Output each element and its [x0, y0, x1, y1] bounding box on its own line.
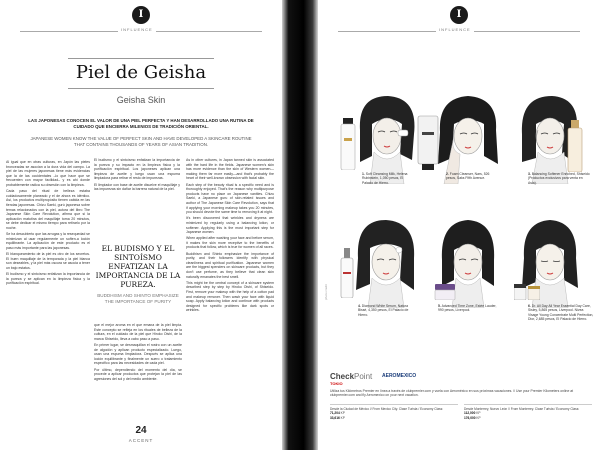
paragraph: Se ha descubierto que las arrugas y la resequedad se minimizan al usar regularmente un soften-a loción equilibrante. La aplicación de este producto es el paso más importante para las japonesas.	[6, 232, 90, 250]
right-page	[318, 0, 600, 450]
body-column-3	[186, 158, 274, 410]
paragraph: El budismo y el sintoísmo enfatizan la importancia de la pureza y su impacto en la limpieza física y la purificación espiritual. Los japoneses aplican una limpieza de aceite y luego usan una espuma limpiadora para retirar el resto de impurezas.	[94, 158, 180, 181]
paragraph: As in other cultures, in Japan tanned skin is associated with the hard life in the fields. Japanese women's skin has more evidence than the skin of Western women—making them far more easily—and that's probably the heart of their well-known obsession with facial skin.	[186, 158, 274, 181]
section-label: INFLUENCE	[436, 27, 474, 32]
product-number: 5.	[438, 304, 441, 308]
fare-box-mexico-city	[330, 404, 458, 420]
paragraph: Buddhism and Shinto emphasize the importance of purity, and their followers identify with physical cleanliness and spiritual purification. Japanese women are the biggest spenders on skincare products, but they don't use perfume, as they believe that clean skin naturally emanates the best smell.	[186, 251, 274, 279]
title-rule-bottom	[68, 88, 214, 89]
dek-english: JAPANESE WOMEN KNOW THE VALUE OF PERFECT SKIN AND HAVE DEVELOPED A SKINCARE ROUTINE THAT CONTAINS THOUSANDS OF YEARS OF ASIAN TRADITION.	[30, 136, 252, 147]
pull-quote-english: BUDDHISM AND SHINTO EMPHASIZE THE IMPORTANCE OF PURITY	[97, 293, 179, 304]
geisha-illustration-4	[344, 214, 424, 308]
magazine-name: ACCENT	[128, 438, 154, 443]
magazine-spine	[282, 0, 318, 450]
paragraph: El limpiador con base de aceite disuelve el maquillaje y las impurezas sin dañar la barrera natural de la piel.	[94, 182, 180, 192]
paragraph: El blanqueamiento de la piel es otro de los secretos. El buen maquillaje de la temporada y la piel blanca son deseables, y la piel más oscura se asocia a tener un bajo estatus.	[6, 252, 90, 270]
product-text: Dr. All Day All Year Essential Day Care, Sisley, 5,865 pesos, Liverpool. Nivea Visage Young Concentrate Multi Perfection, Dior, 2,685 pesos, El Palacio de Hierro.	[528, 304, 594, 322]
checkpoint-destination: TOKIO	[330, 381, 343, 386]
cleansing-milk-bottle	[340, 118, 356, 170]
product-text: Foam Cleanser, Nars, 526 pesos, Saks Fifth Avenue.	[446, 172, 490, 181]
diamond-serum-bottle	[340, 248, 354, 298]
fare-value: 33,616	[330, 415, 340, 420]
page-number: 24	[135, 425, 147, 436]
paragraph: It's been discovered that wrinkles and dryness are minimized by regularly using a balancing lotion, or softener. Applying this is the most important step for Japanese women.	[186, 216, 274, 235]
left-page	[0, 0, 282, 450]
checkpoint-logo-light: Point	[354, 372, 373, 381]
time-zone-jar	[434, 284, 456, 300]
fare-unit: KP	[476, 415, 481, 420]
day-care-jars	[514, 280, 540, 300]
product-caption-1	[362, 172, 414, 185]
paragraph: When applied after washing your face and before serum, it makes the skin more receptive to the benefits of products that follow, which is true for women of all races.	[186, 236, 274, 250]
product-text: Advanced Time Zone, Estée Lauder, 990 pesos, Liverpool.	[438, 304, 497, 313]
article-title: Piel de Geisha	[75, 62, 207, 83]
product-caption-3	[528, 172, 590, 185]
article-subtitle: Geisha Skin	[116, 95, 166, 105]
dek-spanish: LAS JAPONESAS CONOCEN EL VALOR DE UNA PIEL PERFECTA Y HAN DESARROLLADO UNA RUTINA DE CUIDADO QUE ENCIERRA MILENIOS DE TRADICIÓN ORIENTAL.	[28, 118, 254, 129]
geisha-illustration-1	[344, 90, 424, 184]
paragraph: En primer lugar, se desmaquillan el rostro con un aceite de algodón y aplican producto especializado. Luego, usan una espuma limpiadora. Después se aplica una loción equilibrante y finalmente un suero o tratamiento específico para las necesidades de cada piel.	[94, 342, 182, 366]
product-text: Diamond White Serum, Natura Bissé, 4,350 pesos, El Palacio de Hierro.	[358, 304, 409, 317]
section-badge: I	[450, 6, 468, 24]
body-column-1	[6, 160, 90, 410]
paragraph: Each step of the beauty ritual is a specific need and is thoroughly enjoyed. That's the reason why multipurpose products have no place on Japanese vanities. Chizu Saeki, a Japanese guru of skin-related issues and author of The Japanese Skin Care Revolution, says that if applying your morning makeup takes you 20 minutes, you should devote the same time to removing it at night.	[186, 182, 274, 215]
product-text: Balancing Softener Enriched, Shiseido (Productos exclusivos para venta en Asia).	[528, 172, 590, 185]
fare-unit: KP	[476, 411, 481, 416]
fare-description: Desde Monterrey, Nuevo León // From Monterrey. Clase Turista / Economy Class:	[464, 407, 580, 411]
paragraph: Al igual que en otras culturas, en Japón las pieles bronceadas se asocian a la dura vida del campo. La piel de las mujeres japonesas tiene más evidencias que la de las occidentales –lo que hace que se frecuenten con mayor facilidad– y es ahí donde probablemente radica su obsesión con la limpieza.	[6, 160, 90, 187]
paragraph: This might be the central concept of a skincare system described step by step by Hiroko Oishi, of Shiseido. First, remove your makeup with the help of a cotton pad and makeup remover. Then wash your face with liquid soap. Apply balancing lotion and continue with products designed for specific problems like dark spots or wrinkles.	[186, 280, 274, 313]
body-column-2-continued	[94, 323, 182, 410]
checkpoint-logo	[330, 372, 372, 381]
checkpoint-logo-bold: Check	[330, 372, 355, 381]
product-caption-6	[528, 304, 594, 322]
product-caption-2	[446, 172, 498, 181]
product-number: 1.	[362, 172, 365, 176]
product-caption-5	[438, 304, 498, 313]
fare-unit: KP	[340, 415, 345, 420]
fare-unit: KP	[340, 411, 345, 416]
section-label: INFLUENCE	[118, 27, 156, 32]
product-number: 3.	[528, 172, 531, 176]
pull-quote	[94, 244, 182, 305]
paragraph: Cada paso del ritual de belleza estaba cuidadosamente planeado y el de ahora es idéntico. Así, los productos multipropósito tienen cabida en las tiendas japonesas. Chizu Saeki, gurú japonesa sobre temas relacionados con la piel, autora del libro The Japanese Skin Care Revolution, afirma que si la aplicación matutina del maquillaje toma 20 minutos, se debe dedicar el mismo tiempo para retirarlo por la noche.	[6, 189, 90, 230]
body-column-2	[94, 158, 180, 242]
title-rule-top	[68, 58, 214, 59]
product-number: 2.	[446, 172, 449, 176]
fare-value: 71,204	[330, 411, 340, 416]
balancing-softener-bottle	[566, 120, 584, 172]
fare-box-monterrey	[464, 404, 592, 420]
paragraph: El budismo y el sintoísmo enfatizan la importancia de la pureza y se aplican en la limpieza física y la purificación espiritual.	[6, 272, 90, 286]
airline-logo: AEROMEXICO	[382, 373, 417, 379]
pull-quote-spanish: EL BUDISMO Y EL SINTOÍSMO ENFATIZAN LA IMPORTANCIA DE LA PUREZA.	[95, 244, 181, 289]
checkpoint-intro: Utiliza tus Kilómetros Premier en línea a través de clubpremier.com y vuela con Aeroméxico en sus próximas vacaciones. // Use your Premier Kilometers online at clubpremier.com and fly Aeromexico on your next vacation.	[330, 389, 574, 398]
product-text: Soft Cleansing Milk, Helena Rubinstein, 1,050 pesos, El Palacio de Hierro.	[362, 172, 408, 185]
product-number: 6.	[528, 304, 531, 308]
fare-value: 112,000	[464, 411, 476, 416]
section-badge: I	[132, 6, 150, 24]
product-caption-4	[358, 304, 416, 317]
product-number: 4.	[358, 304, 361, 308]
paragraph: que el mejor aroma en el que emana de la piel limpia. Este concepto se refleja en los rituales de belleza de la cultura, en el cuidado de la piel que Hiroko Oishi, de la marca Shiseido, lleva a cabo paso a paso.	[94, 323, 182, 341]
photo-credit: photo credit	[324, 284, 328, 300]
paragraph: Por último, dependiendo del momento del día, se procede a aplicar productos que protejan la piel de las agresiones del sol y del medio ambiente.	[94, 367, 182, 381]
fare-description: Desde la Ciudad de México // From Mexico City. Clase Turista / Economy Class:	[330, 407, 444, 411]
fare-value: 176,000	[464, 415, 476, 420]
foam-cleanser-tube	[416, 114, 440, 170]
